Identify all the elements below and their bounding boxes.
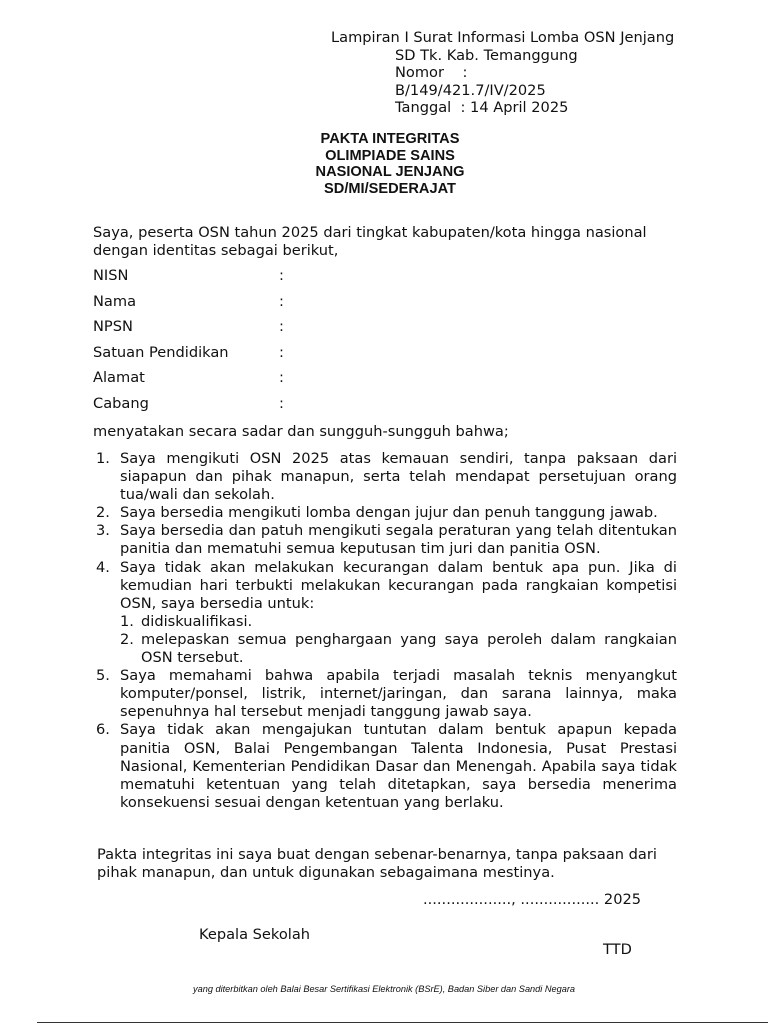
list-text: Saya mengikuti OSN 2025 atas kemauan sendiri, tanpa paksaan dari siapapun dan pihak manapun, serta telah mendapat persetujuan orang tua/wali dan sekolah. [120, 450, 677, 504]
header-line: SD Tk. Kab. Temanggung [395, 46, 578, 64]
header-line: Nomor : [395, 64, 468, 81]
title-line: PAKTA INTEGRITAS [320, 131, 460, 147]
field-colon: : [279, 369, 284, 387]
sanction-sublist [120, 613, 677, 667]
sublist-text: melepaskan semua penghargaan yang saya peroleh dalam rangkaian OSN tersebut. [141, 630, 677, 667]
list-text: Saya tidak akan melakukan kecurangan dalam bentuk apa pun. Jika di kemudian hari terbukti melakukan kecurangan pada rangkaian kompetisi OSN, saya bersedia untuk: [120, 558, 677, 612]
field-label: NISN [93, 267, 129, 284]
list-item [93, 504, 677, 522]
header-line: Lampiran I Surat Informasi Lomba OSN Jenjang [331, 29, 675, 46]
sublist-item [120, 631, 677, 667]
identity-row [93, 344, 493, 370]
signature-mark: TTD [603, 941, 632, 958]
intro-paragraph: Saya, peserta OSN tahun 2025 dari tingkat kabupaten/kota hingga nasional dengan identitas sebagai berikut, [93, 224, 647, 259]
field-label: Satuan Pendidikan [93, 343, 229, 361]
field-colon: : [279, 394, 284, 412]
identity-fields [93, 267, 493, 421]
list-number: 4. [96, 558, 110, 576]
list-item [93, 559, 677, 668]
declaration-list [93, 450, 677, 812]
field-label: Alamat [93, 369, 145, 387]
list-item [93, 721, 677, 811]
identity-row [93, 293, 493, 319]
list-number: 6. [96, 721, 110, 739]
statement-line: menyatakan secara sadar dan sungguh-sungguh bahwa; [93, 423, 509, 440]
list-item [93, 667, 677, 721]
list-number: 2. [96, 504, 110, 522]
sublist-number: 1. [120, 612, 134, 630]
list-text: Saya bersedia dan patuh mengikuti segala peraturan yang telah ditentukan panitia dan mematuhi semua keputusan tim juri dan panitia OSN. [120, 522, 677, 558]
title-line: OLIMPIADE SAINS [325, 147, 455, 164]
list-item [93, 522, 677, 558]
list-item [93, 450, 677, 504]
attachment-header [331, 29, 731, 117]
field-colon: : [279, 343, 284, 361]
field-label: Nama [93, 292, 137, 310]
sublist-text: didiskualifikasi. [141, 612, 253, 630]
list-text: Saya bersedia mengikuti lomba dengan jujur dan penuh tanggung jawab. [120, 504, 658, 522]
field-label: NPSN [93, 318, 133, 336]
signer-title: Kepala Sekolah [199, 926, 311, 943]
list-text: Saya memahami bahwa apabila terjadi masalah teknis menyangkut komputer/ponsel, listrik, internet/jaringan, dan sarana lainnya, maka sepenuhnya hal tersebut menjadi tanggung jawab saya. [120, 667, 677, 721]
header-line: Tanggal : 14 April 2025 [395, 99, 569, 116]
sublist-item [120, 613, 677, 631]
footnote: yang diterbitkan oleh Balai Besar Sertifikasi Elektronik (BSrE), Badan Siber dan Sandi Negara [193, 984, 575, 994]
list-number: 1. [96, 450, 110, 467]
field-label: Cabang [93, 394, 149, 412]
list-text: Saya tidak akan mengajukan tuntutan dalam bentuk apapun kepada panitia OSN, Balai Pengembangan Talenta Indonesia, Pusat Prestasi Nasional, Kementerian Pendidikan Dasar dan Menengah. Apabila saya tidak mematuhi ketentuan yang telah ditetapkan, saya bersedia menerima konsekuensi sesuai dengan ketentuan yang berlaku. [120, 721, 677, 811]
title-line: SD/MI/SEDERAJAT [324, 180, 456, 197]
list-number: 3. [96, 522, 110, 540]
closing-paragraph: Pakta integritas ini saya buat dengan sebenar-benarnya, tanpa paksaan dari pihak manapun, dan untuk digunakan sebagaimana mestinya. [97, 846, 657, 881]
field-colon: : [279, 292, 284, 310]
document-title [270, 131, 510, 197]
list-number: 5. [96, 667, 110, 685]
header-line: B/149/421.7/IV/2025 [395, 81, 546, 99]
sublist-number: 2. [120, 630, 134, 648]
identity-row [93, 318, 493, 344]
field-colon: : [279, 318, 284, 336]
identity-row [93, 369, 493, 395]
identity-row [93, 395, 493, 421]
identity-row [93, 267, 493, 293]
bottom-divider [37, 1022, 768, 1023]
title-line: NASIONAL JENJANG [315, 164, 465, 180]
date-place-line: ..................., ................. 2025 [423, 891, 642, 908]
field-colon: : [279, 267, 284, 284]
